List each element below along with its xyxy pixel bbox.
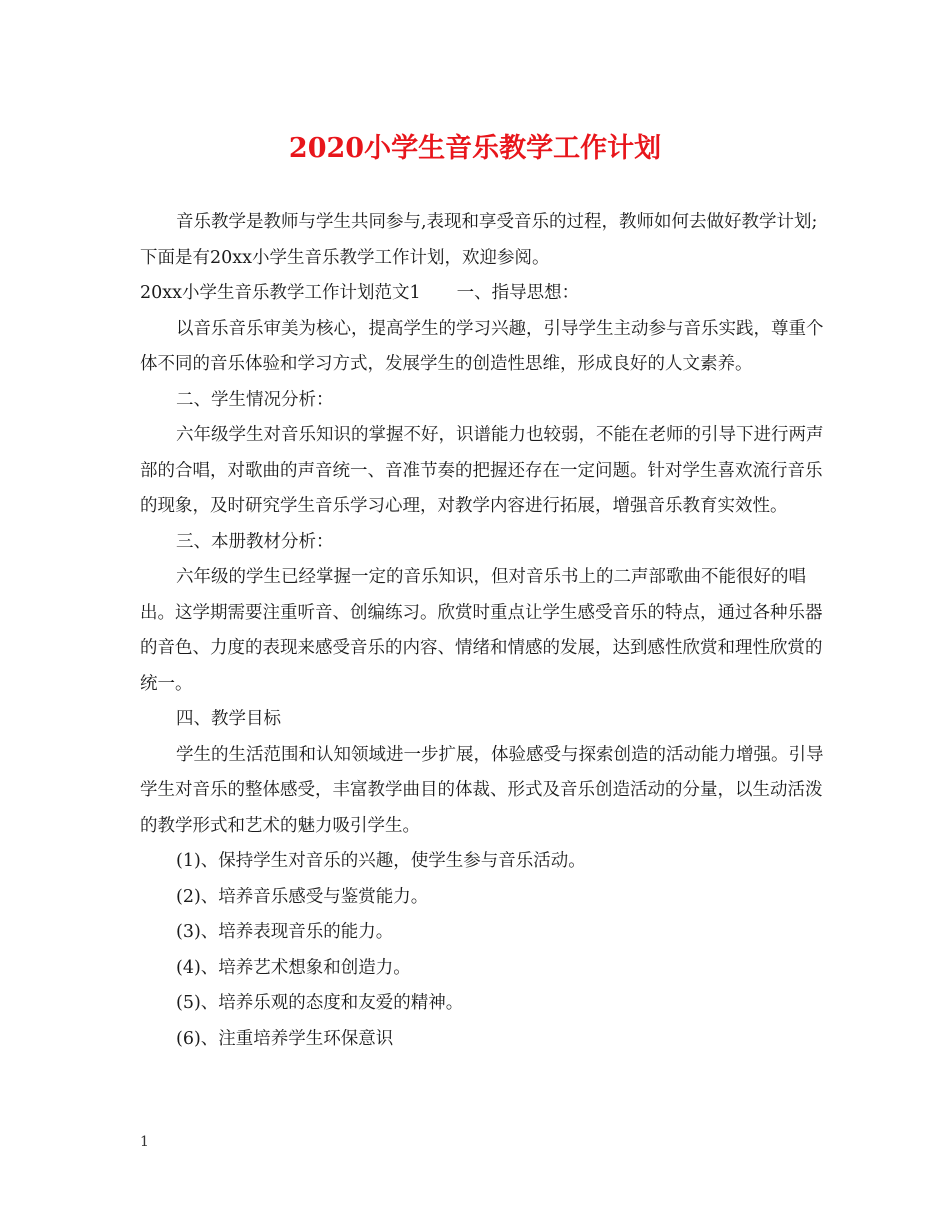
page-number: 1 bbox=[140, 1134, 149, 1150]
section-paragraph-4: 学生的生活范围和认知领域进一步扩展，体验感受与探索创造的活动能力增强。引导学生对音乐的整体感受，丰富教学曲目的体裁、形式及音乐创造活动的分量，以生动活泼的教学形式和艺术的魅力吸引学生。 bbox=[140, 744, 824, 836]
section-paragraph-2: 六年级学生对音乐知识的掌握不好，识谱能力也较弱，不能在老师的引导下进行两声部的合唱，对歌曲的声音统一、音准节奏的把握还存在一定问题。针对学生喜欢流行音乐的现象，及时研究学生音乐学习心理，对教学内容进行拓展，增强音乐教育实效性。 bbox=[140, 425, 824, 516]
subtitle-line bbox=[140, 276, 830, 312]
section-heading-4: 四、教学目标 bbox=[176, 709, 281, 729]
section-paragraph-3: 六年级的学生已经掌握一定的音乐知识，但对音乐书上的二声部歌曲不能很好的唱出。这学期需要注重听音、创编练习。欣赏时重点让学生感受音乐的特点，通过各种乐器的音色、力度的表现来感受音乐的内容、情绪和情感的发展，达到感性欣赏和理性欣赏的统一。 bbox=[140, 567, 823, 694]
goal-item: (2)、培养音乐感受与鉴赏能力。 bbox=[176, 886, 429, 907]
section-heading-3: 三、本册教材分析： bbox=[176, 531, 334, 552]
section-heading-1: 一、指导思想： bbox=[456, 283, 580, 303]
document-body bbox=[140, 205, 830, 1057]
goal-item: (4)、培养艺术想象和创造力。 bbox=[176, 957, 411, 978]
goal-item: (3)、培养表现音乐的能力。 bbox=[176, 922, 394, 942]
goal-item: (6)、注重培养学生环保意识 bbox=[176, 1028, 394, 1049]
document-subtitle: 20xx小学生音乐教学工作计划范文1 bbox=[140, 283, 421, 303]
intro-paragraph: 音乐教学是教师与学生共同参与,表现和享受音乐的过程，教师如何去做好教学计划;下面是有20xx小学生音乐教学工作计划，欢迎参阅。 bbox=[140, 212, 818, 268]
section-heading-2: 二、学生情况分析： bbox=[176, 389, 334, 410]
document-title: 2020小学生音乐教学工作计划 bbox=[288, 133, 662, 164]
goal-item: (1)、保持学生对音乐的兴趣，使学生参与音乐活动。 bbox=[176, 851, 586, 871]
section-paragraph-1: 以音乐音乐审美为核心，提高学生的学习兴趣，引导学生主动参与音乐实践，尊重个体不同的音乐体验和学习方式，发展学生的创造性思维，形成良好的人文素养。 bbox=[140, 318, 824, 374]
goal-item: (5)、培养乐观的态度和友爱的精神。 bbox=[176, 993, 464, 1013]
